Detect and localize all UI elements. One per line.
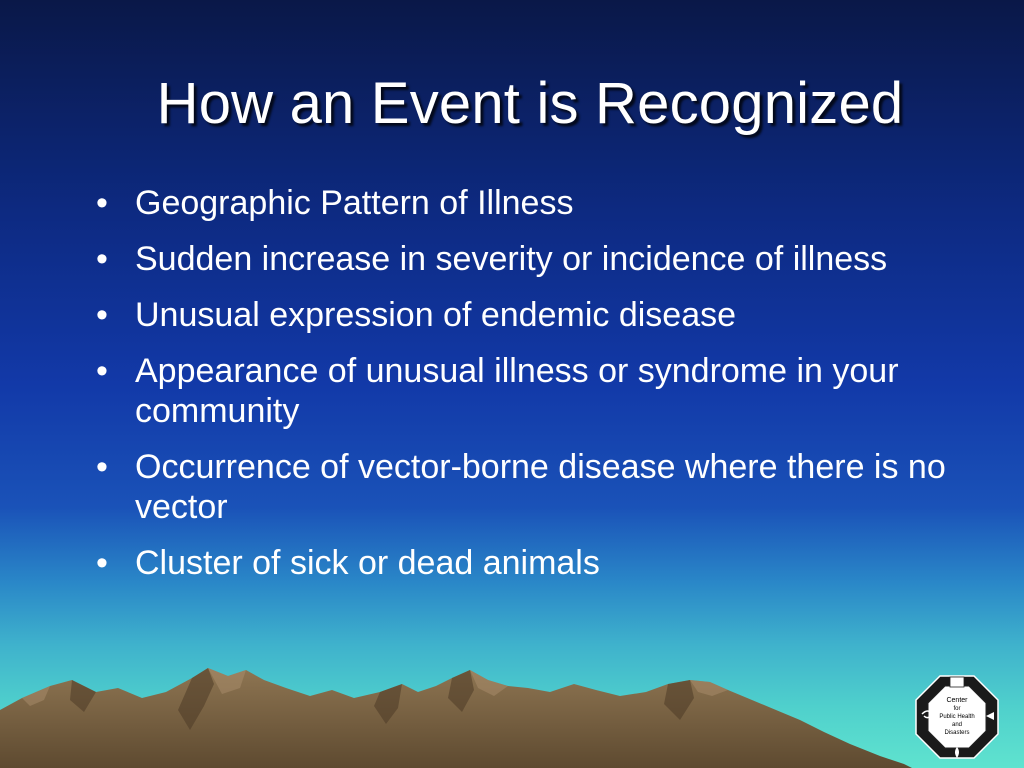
- bullet-text: Occurrence of vector-borne disease where there is no vector: [135, 448, 946, 526]
- bullet-dot: •: [96, 296, 108, 334]
- bullet-item: [96, 351, 976, 431]
- bullet-text: Sudden increase in severity or incidence of illness: [135, 240, 888, 278]
- bullet-item: [96, 543, 976, 583]
- bullet-dot: •: [96, 184, 108, 222]
- logo-text-line-2: for: [953, 706, 961, 712]
- bullet-text: Geographic Pattern of Illness: [135, 184, 574, 222]
- bullet-dot: •: [96, 352, 108, 390]
- bullet-dot: •: [96, 544, 108, 582]
- bullet-dot: •: [96, 448, 108, 486]
- bullet-item: [96, 239, 976, 279]
- bullet-text: Appearance of unusual illness or syndrome in your community: [135, 352, 899, 430]
- bullet-dot: •: [96, 240, 108, 278]
- logo-text-line-4: and: [951, 722, 963, 728]
- bullet-item: [96, 447, 976, 527]
- logo-text-line-3: Public Health: [939, 714, 975, 720]
- bullet-list: [96, 183, 976, 599]
- bullet-item: [96, 295, 976, 335]
- mountain-range-illustration: [0, 640, 1024, 768]
- logo-text-line-5: Disasters: [944, 730, 970, 736]
- center-public-health-logo: [912, 672, 1002, 762]
- bullet-text: Unusual expression of endemic disease: [135, 296, 737, 334]
- slide-title: How an Event is Recognized: [156, 71, 904, 136]
- logo-text-line-1: Center: [946, 697, 968, 704]
- logo-top-emblem: [950, 677, 964, 687]
- bullet-text: Cluster of sick or dead animals: [135, 544, 600, 582]
- bullet-item: [96, 183, 976, 223]
